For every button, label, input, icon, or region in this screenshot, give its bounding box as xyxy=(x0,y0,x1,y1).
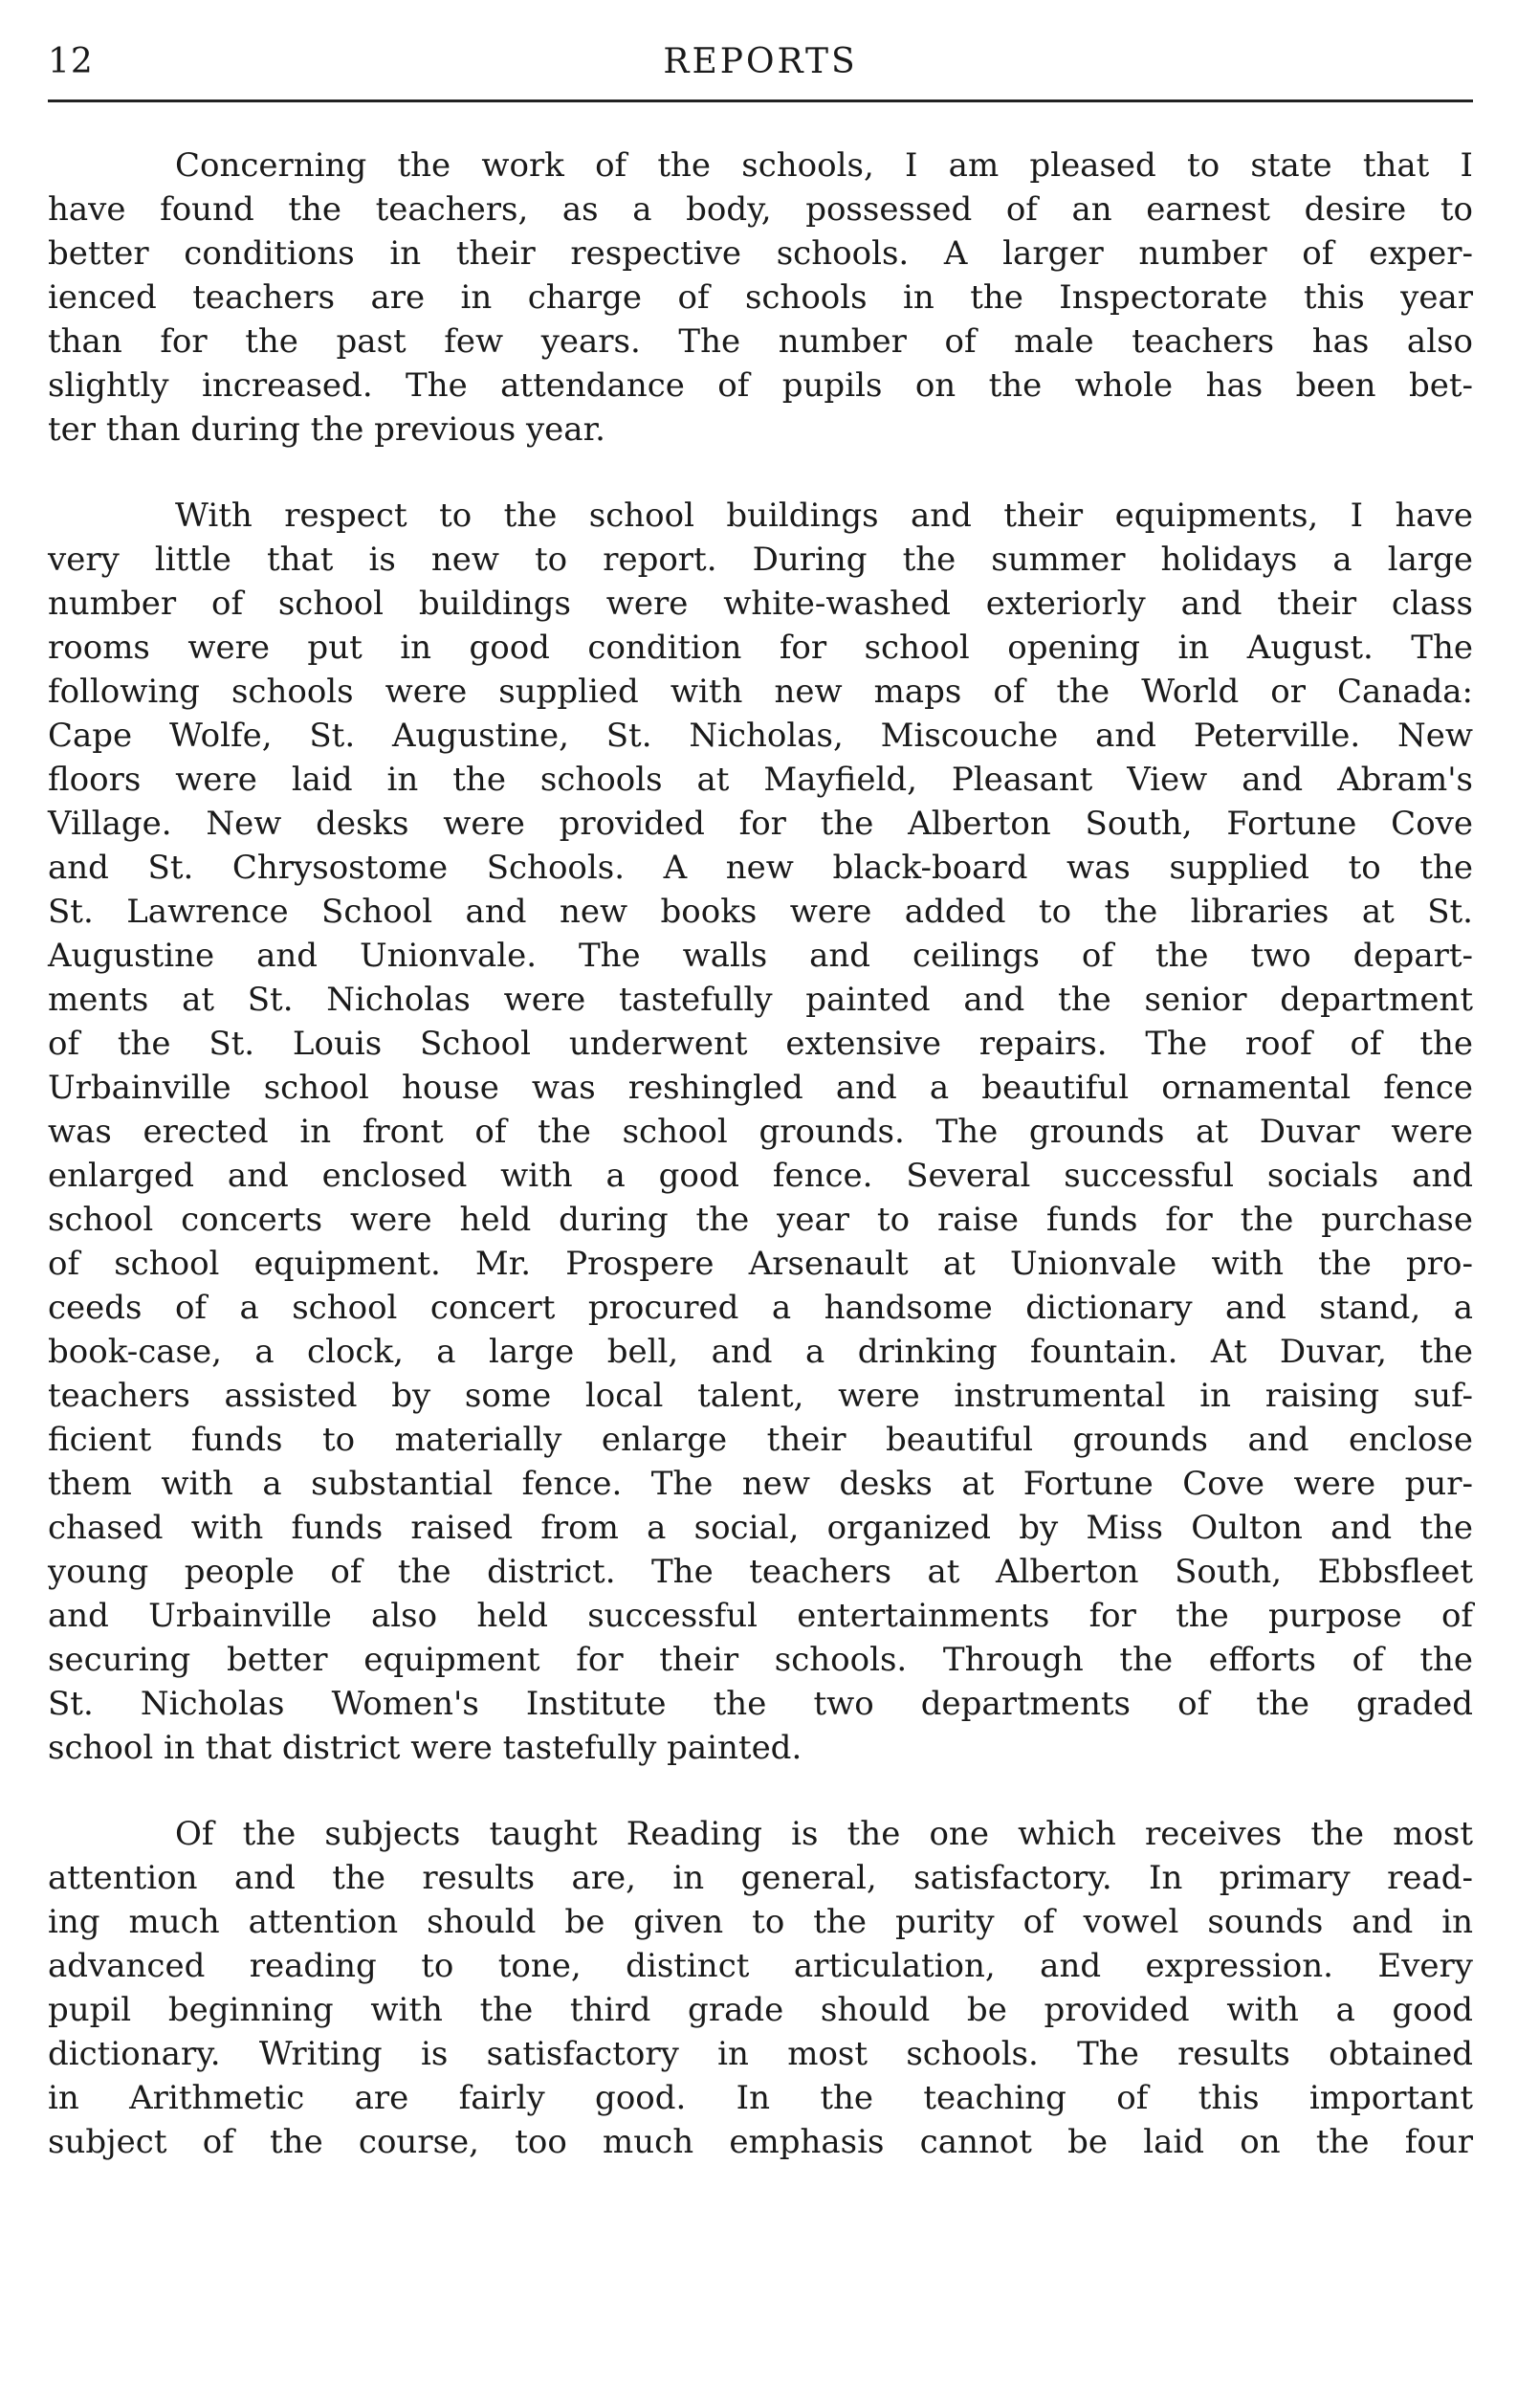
text-line: school concerts were held during the year to raise funds for the purchase xyxy=(48,1201,1473,1239)
text-line: dictionary. Writing is satisfactory in most schools. The results obtained xyxy=(48,2035,1473,2073)
text-line: Urbainville school house was reshingled and a beautiful ornamental fence xyxy=(48,1069,1473,1107)
text-line: advanced reading to tone, distinct articulation, and expression. Every xyxy=(48,1947,1473,1985)
text-line: securing better equipment for their schools. Through the efforts of the xyxy=(48,1641,1473,1679)
text-line: and Urbainville also held successful entertainments for the purpose of xyxy=(48,1597,1473,1635)
text-line: teachers assisted by some local talent, were instrumental in raising suf- xyxy=(48,1377,1473,1415)
text-line: subject of the course, too much emphasis cannot be laid on the four xyxy=(48,2123,1473,2161)
text-line: and St. Chrysostome Schools. A new black-board was supplied to the xyxy=(48,849,1473,887)
text-line: rooms were put in good condition for school opening in August. The xyxy=(48,629,1473,667)
text-line: enlarged and enclosed with a good fence. Several successful socials and xyxy=(48,1157,1473,1195)
text-line: Augustine and Unionvale. The walls and ceilings of the two depart- xyxy=(48,937,1473,975)
text-line: was erected in front of the school grounds. The grounds at Duvar were xyxy=(48,1113,1473,1151)
text-line: ienced teachers are in charge of schools in the Inspectorate this year xyxy=(48,278,1473,317)
text-line: attention and the results are, in general, satisfactory. In primary read- xyxy=(48,1859,1473,1897)
text-line: book-case, a clock, a large bell, and a drinking fountain. At Duvar, the xyxy=(48,1333,1473,1371)
body-text xyxy=(48,144,1473,2206)
text-line: ceeds of a school concert procured a handsome dictionary and stand, a xyxy=(48,1289,1473,1327)
page-number: 12 xyxy=(48,42,94,81)
text-line: them with a substantial fence. The new desks at Fortune Cove were pur- xyxy=(48,1465,1473,1503)
text-line: ing much attention should be given to the purity of vowel sounds and in xyxy=(48,1903,1473,1941)
header-rule xyxy=(48,99,1473,102)
text-line: pupil beginning with the third grade should be provided with a good xyxy=(48,1991,1473,2029)
text-line: number of school buildings were white-washed exteriorly and their class xyxy=(48,585,1473,623)
text-line: ments at St. Nicholas were tastefully painted and the senior department xyxy=(48,981,1473,1019)
text-line: St. Lawrence School and new books were added to the libraries at St. xyxy=(48,893,1473,931)
running-head: REPORTS xyxy=(663,42,858,81)
text-line: Village. New desks were provided for the Alberton South, Fortune Cove xyxy=(48,805,1473,843)
text-line: in Arithmetic are fairly good. In the teaching of this important xyxy=(48,2079,1473,2117)
text-line: school in that district were tastefully painted. xyxy=(48,1729,802,1767)
text-line: better conditions in their respective schools. A larger number of exper- xyxy=(48,234,1473,273)
text-line: than for the past few years. The number of male teachers has also xyxy=(48,322,1473,361)
paragraph xyxy=(48,144,1473,452)
text-line: have found the teachers, as a body, possessed of an earnest desire to xyxy=(48,190,1473,229)
text-line: Cape Wolfe, St. Augustine, St. Nicholas, Miscouche and Peterville. New xyxy=(48,717,1473,755)
text-line: of school equipment. Mr. Prospere Arsenault at Unionvale with the pro- xyxy=(48,1245,1473,1283)
text-line: following schools were supplied with new maps of the World or Canada: xyxy=(48,673,1473,711)
text-line: St. Nicholas Women's Institute the two departments of the graded xyxy=(48,1685,1473,1723)
text-line: With respect to the school buildings and their equipments, I have xyxy=(175,497,1473,535)
text-line: Of the subjects taught Reading is the one which receives the most xyxy=(175,1815,1473,1853)
text-line: Concerning the work of the schools, I am pleased to state that I xyxy=(175,146,1473,185)
text-line: young people of the district. The teachers at Alberton South, Ebbsfleet xyxy=(48,1553,1473,1591)
text-line: chased with funds raised from a social, organized by Miss Oulton and the xyxy=(48,1509,1473,1547)
text-line: slightly increased. The attendance of pupils on the whole has been bet- xyxy=(48,366,1473,405)
text-line: of the St. Louis School underwent extensive repairs. The roof of the xyxy=(48,1025,1473,1063)
paragraph xyxy=(48,494,1473,1770)
text-line: floors were laid in the schools at Mayfield, Pleasant View and Abram's xyxy=(48,761,1473,799)
text-line: very little that is new to report. During the summer holidays a large xyxy=(48,541,1473,579)
paragraph xyxy=(48,1812,1473,2164)
text-line: ficient funds to materially enlarge their beautiful grounds and enclose xyxy=(48,1421,1473,1459)
text-line: ter than during the previous year. xyxy=(48,410,605,449)
page-header xyxy=(48,42,1473,86)
